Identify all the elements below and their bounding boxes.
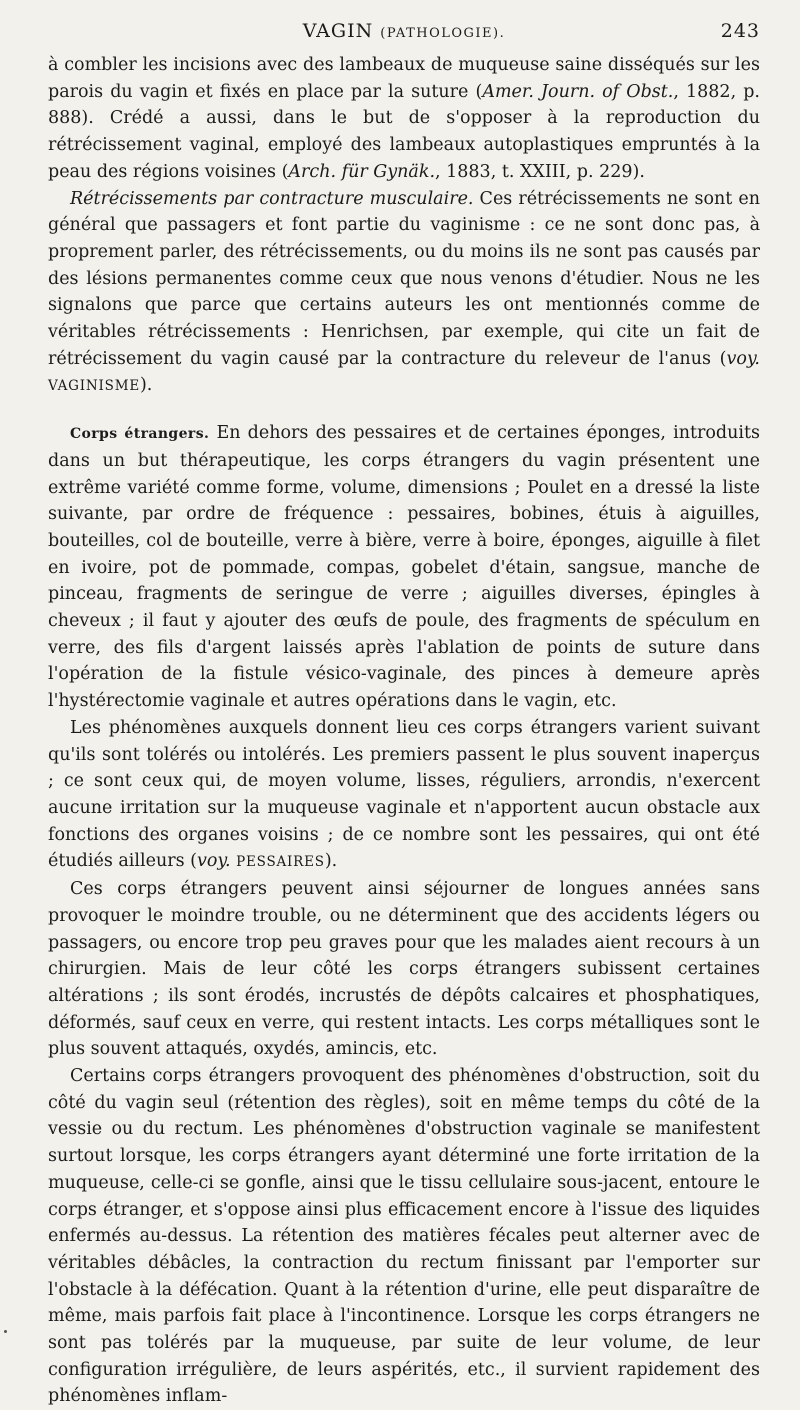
paragraph-3 [48,420,760,715]
text-run: Ces corps étrangers peuvent ainsi séjourner de longues années sans provoquer le moindre trouble, ou ne déterminent que des accidents légers ou passagers, ou encore trop peu graves pour que les malades aient recours à un chirurgien. Mais de leur côté les corps étrangers subissent certaines altérations ; ils sont érodés, incrustés de dépôts calcaires et phosphatiques, déformés, sauf ceux en verre, qui restent intacts. Les corps métalliques sont le plus souvent attaqués, oxydés, amincis, etc. [48,879,760,1060]
cross-ref-italic: voy. [196,851,231,872]
page-number: 243 [720,20,760,42]
subsection-title: Rétrécissements par contracture musculaire. [70,188,474,209]
paragraph-4 [48,715,760,876]
document-page [48,18,760,1410]
header-subtitle: (PATHOLOGIE). [380,26,506,41]
cross-ref-smallcaps: VAGINISME [48,378,140,395]
text-run: , 1882, p. 888). Crédé a aussi, dans le but de s'opposer à la reproduction du rétrécissement vaginal, employé des lambeaux autoplastiques empruntés à la peau des régions voisines ( [48,81,760,182]
cross-ref-smallcaps: PESSAIRES [236,854,325,871]
section-heading: Corps étrangers. [70,426,210,443]
text-run: En dehors des pessaires et de certaines éponges, introduits dans un but thérapeutique, les corps étrangers du vagin présentent une extrême variété comme forme, volume, dimensions ; Poulet en a dressé la liste suivante, par ordre de fréquence : pessaires, bobines, étuis à aiguilles, bouteilles, col de bouteille, verre à bière, verre à boire, éponges, aiguille à filet en ivoire, pot de pommade, compas, gobelet d'étain, sangsue, manche de pinceau, fragments de seringue de verre ; aiguilles diverses, épingles à cheveux ; il faut y ajouter des œufs de poule, des fragments de spéculum en verre, des fils d'argent laissés après l'ablation de points de suture dans l'opération de la fistule vésico-vaginale, des pinces à demeure après l'hystérectomie vaginale et autres opérations dans le vagin, etc. [48,423,760,712]
paragraph-6 [48,1063,760,1410]
text-run: ). [139,375,153,396]
citation-italic: Arch. für Gynäk. [288,161,436,182]
running-header [48,18,760,52]
paragraph-2 [48,186,760,401]
text-run: , 1883, t. XXIII, p. 229). [435,161,645,182]
citation-italic: Amer. Journ. of Obst. [482,81,674,102]
paragraph-1 [48,52,760,186]
margin-mark [4,1330,7,1333]
text-run: à combler les incisions avec des lambeaux de muqueuse saine disséqués sur les parois du vagin et fixés en place par la suture ( [48,55,760,102]
header-title: VAGIN [302,20,374,42]
text-run: Certains corps étrangers provoquent des phénomènes d'obstruction, soit du côté du vagin seul (rétention des règles), soit en même temps du côté de la vessie ou du rectum. Les phénomènes d'obstruction vaginale se manifestent surtout lorsque, les corps étrangers ayant déterminé une forte irritation de la muqueuse, celle-ci se gonfle, ainsi que le tissu cellulaire sous-jacent, entoure le corps étranger, et s'oppose ainsi plus efficacement encore à l'issue des liquides enfermés au-dessus. La rétention des matières fécales peut alterner avec de véritables débâcles, la contraction du rectum finissant par l'emporter sur l'obstacle à la défécation. Quant à la rétention d'urine, elle peut disparaître de même, mais parfois fait place à l'incontinence. Lorsque les corps étrangers ne sont pas tolérés par la muqueuse, par suite de leur volume, de leur configuration irrégulière, de leurs aspérités, etc., il survient rapidement des phénomènes inflam- [48,1066,760,1407]
paragraph-5 [48,876,760,1063]
text-run: Les phénomènes auxquels donnent lieu ces corps étrangers varient suivant qu'ils sont tolérés ou intolérés. Les premiers passent le plus souvent inaperçus ; ce sont ceux qui, de moyen volume, lisses, réguliers, arrondis, n'exercent aucune irritation sur la muqueuse vaginale et n'apportent aucun obstacle aux fonctions des organes voisins ; de ce nombre sont les pessaires, qui ont été étudiés ailleurs ( [48,717,760,872]
text-run: Ces rétrécissements ne sont en général que passagers et font partie du vaginisme : ce ne sont donc pas, à proprement parler, des rétrécissements, ou du moins ils ne sont pas causés par des lésions permanentes comme ceux que nous venons d'étudier. Nous ne les signalons que parce que certains auteurs les ont mentionnés comme de véritables rétrécissements : Henrichsen, par exemple, qui cite un fait de rétrécissement du vagin causé par la contracture du releveur de l'anus ( [48,188,760,369]
cross-ref-italic: voy. [726,348,760,369]
header-title-line [48,20,760,42]
section-gap [48,400,760,420]
body-text [48,52,760,1410]
text-run: ). [324,851,338,872]
